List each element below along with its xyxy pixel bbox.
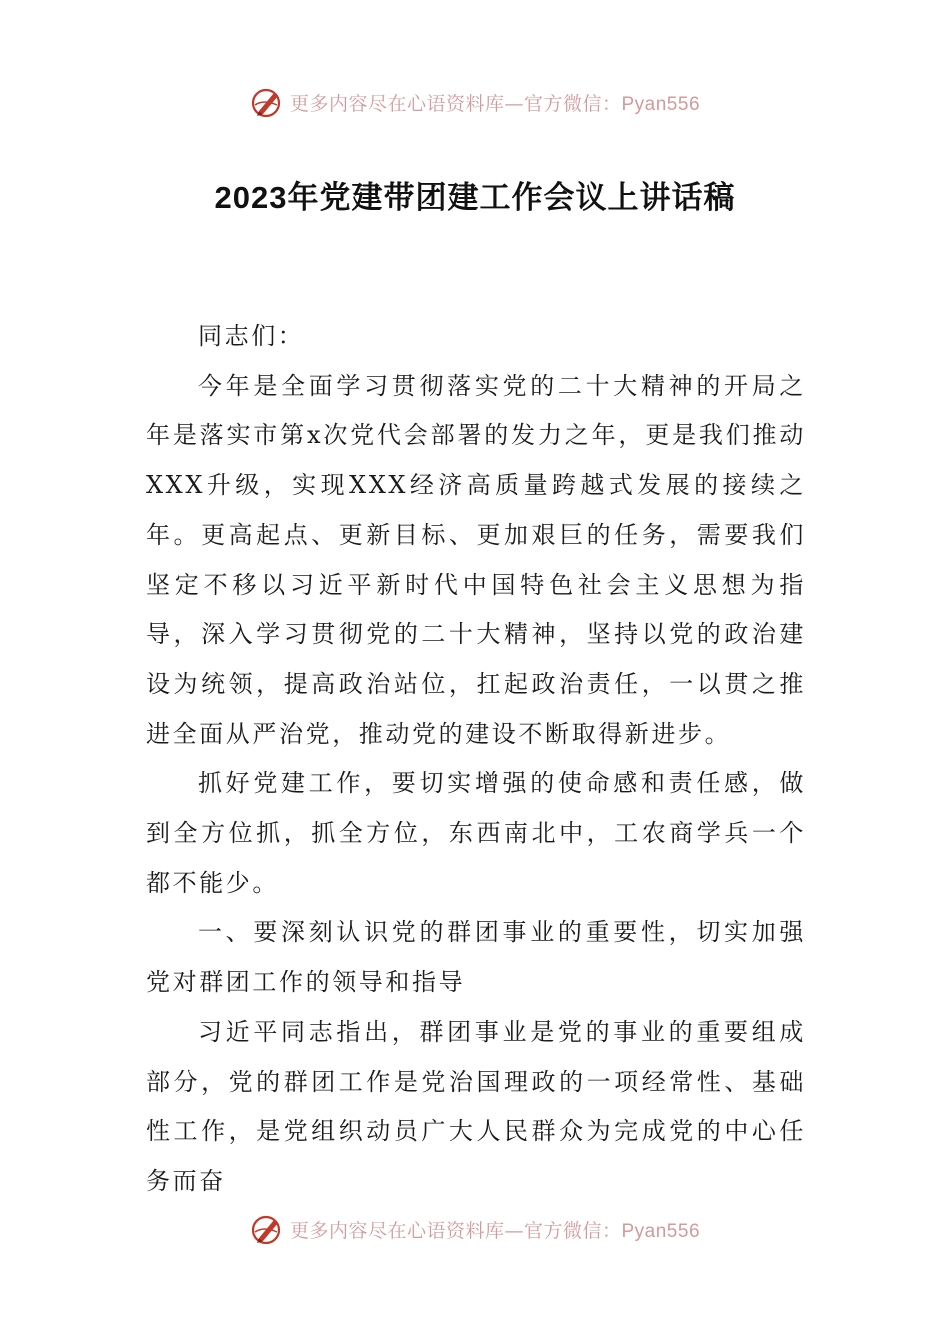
document-title: 2023年党建带团建工作会议上讲话稿 bbox=[214, 180, 736, 215]
section-heading: 一、要深刻认识党的群团事业的重要性，切实加强党对群团工作的领导和指导 bbox=[146, 918, 806, 997]
paragraph: 今年是全面学习贯彻落实党的二十大精神的开局之年是落实市第x次党代会部署的发力之年，更是我们推动XXX升级，实现XXX经济高质量跨越式发展的接续之年。更高起点、更新目标、更加艰巨的任务，需要我们坚定不移以习近平新时代中国特色社会主义思想为指导，深入学习贯彻党的二十大精神，坚持以党的政治建设为统领，提高政治站位，扛起政治责任，一以贯之推进全面从严治党，推动党的建设不断取得新进步。 bbox=[146, 371, 806, 748]
salutation: 同志们： bbox=[198, 322, 305, 350]
watermark-text: 更多内容尽在心语资料库—官方微信：Pyan556 bbox=[289, 92, 701, 115]
watermark-text: 更多内容尽在心语资料库—官方微信：Pyan556 bbox=[289, 1219, 701, 1242]
wechat-id: Pyan556 bbox=[621, 93, 701, 115]
pen-logo-icon bbox=[250, 85, 284, 119]
pen-logo-icon bbox=[250, 1212, 284, 1246]
paragraph: 抓好党建工作，要切实增强的使命感和责任感，做到全方位抓，抓全方位，东西南北中，工农商学兵一个都不能少。 bbox=[146, 769, 806, 897]
document-body bbox=[146, 312, 806, 1207]
paragraph: 习近平同志指出，群团事业是党的事业的重要组成部分，党的群团工作是党治国理政的一项经常性、基础性工作，是党组织动员广大人民群众为完成党的中心任务而奋 bbox=[146, 1017, 806, 1195]
wechat-id: Pyan556 bbox=[621, 1220, 701, 1242]
watermark-footer bbox=[0, 1209, 950, 1249]
watermark-header bbox=[0, 82, 950, 122]
